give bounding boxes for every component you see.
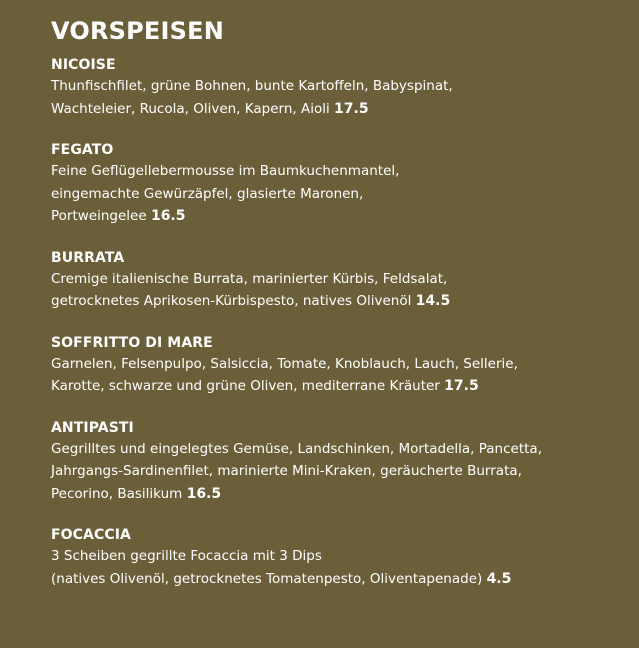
dish-name: NICOISE (51, 57, 116, 73)
dish-price: 4.5 (486, 570, 512, 587)
dish-focaccia (51, 526, 639, 590)
dish-description-line: Wachteleier, Rucola, Oliven, Kapern, Aioli 17.5 (51, 100, 369, 117)
dish-price: 17.5 (444, 378, 479, 394)
dish-description-line: Portweingelee 16.5 (51, 208, 186, 224)
dish-description-line: Cremige italienische Burrata, marinierter Kürbis, Feldsalat, (51, 270, 448, 287)
dish-name: FOCACCIA (51, 527, 131, 543)
dish-name: ANTIPASTI (51, 419, 134, 436)
dish-description-line: 3 Scheiben gegrillte Focaccia mit 3 Dips (51, 548, 322, 564)
dish-name: SOFFRITTO DI MARE (51, 334, 213, 351)
dish-description (51, 353, 639, 398)
dish-description-line: Pecorino, Basilikum 16.5 (51, 485, 222, 502)
dish-price: 16.5 (186, 485, 222, 502)
dish-description-line: (natives Olivenöl, getrocknetes Tomatenpesto, Oliventapenade) 4.5 (51, 570, 512, 587)
section-title: VORSPEISEN (51, 17, 224, 45)
dish-description-line: Garnelen, Felsenpulpo, Salsiccia, Tomate, Knoblauch, Lauch, Sellerie, (51, 355, 518, 372)
dish-description-line: eingemachte Gewürzäpfel, glasierte Maronen, (51, 185, 364, 202)
dish-description (51, 268, 639, 313)
dish-description (51, 545, 639, 590)
dish-description (51, 160, 639, 228)
dish-nicoise (51, 56, 639, 120)
dish-name: BURRATA (51, 249, 125, 266)
dish-price: 14.5 (415, 293, 451, 309)
dish-description-line: Gegrilltes und eingelegtes Gemüse, Landschinken, Mortadella, Pancetta, (51, 440, 542, 457)
dish-description (51, 75, 639, 120)
dish-price: 17.5 (334, 100, 369, 117)
dish-description (51, 438, 639, 506)
dish-antipasti (51, 419, 639, 506)
dish-description-line: Feine Geflügellebermousse im Baumkuchenmantel, (51, 163, 400, 179)
dish-price: 16.5 (150, 208, 186, 224)
dish-description-line: getrocknetes Aprikosen-Kürbispesto, natives Olivenöl 14.5 (51, 293, 451, 309)
dish-burrata (51, 249, 639, 313)
dish-description-line: Jahrgangs-Sardinenfilet, marinierte Mini-Kraken, geräucherte Burrata, (51, 463, 522, 479)
dish-description-line: Karotte, schwarze und grüne Oliven, mediterrane Kräuter 17.5 (51, 378, 479, 394)
dish-description-line: Thunfischfilet, grüne Bohnen, bunte Kartoffeln, Babyspinat, (51, 78, 453, 94)
dish-name: FEGATO (51, 142, 114, 158)
dish-fegato (51, 141, 639, 228)
dish-soffritto-di-mare (51, 334, 639, 398)
